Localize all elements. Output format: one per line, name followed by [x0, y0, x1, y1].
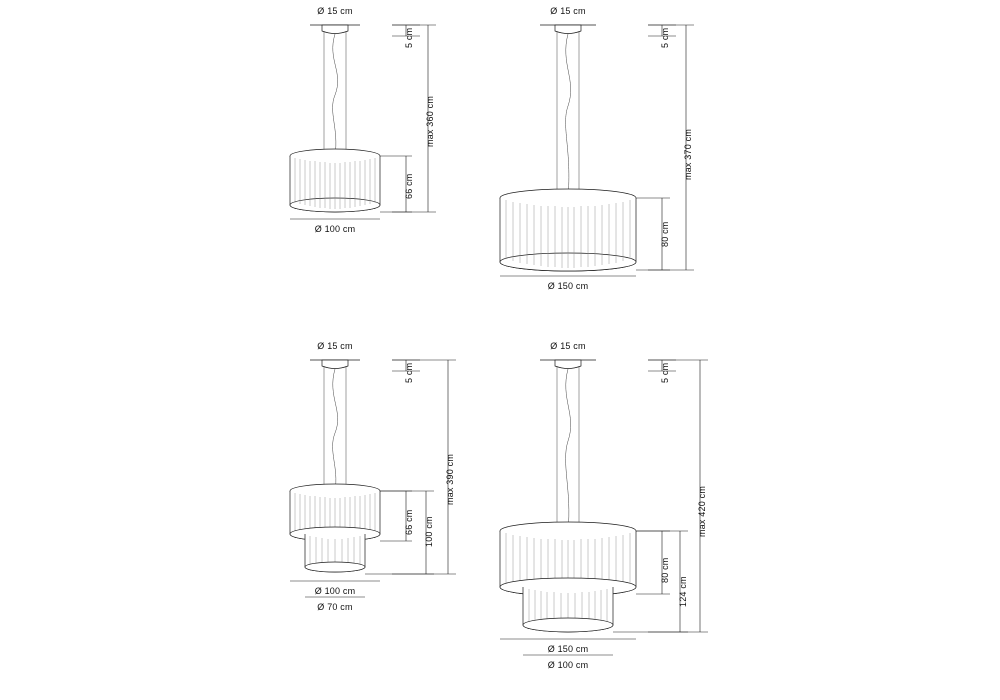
max-drop-label-2: max 370 cm — [683, 128, 693, 180]
shade-diameter-label-2: Ø 150 cm — [547, 281, 589, 291]
canopy-height-label-1: 5 cm — [404, 27, 414, 48]
pendant-drawing-4 — [480, 335, 750, 665]
max-drop-label-1: max 360 cm — [425, 95, 435, 147]
upper-shade-diameter-label-3: Ø 100 cm — [314, 586, 356, 596]
figure-pendant-100-single — [260, 0, 480, 300]
canopy-diameter-label-4: Ø 15 cm — [550, 341, 586, 351]
canopy-diameter-label-1: Ø 15 cm — [317, 6, 353, 16]
figure-pendant-150-100-tiered — [480, 335, 750, 690]
shade-diameter-label-1: Ø 100 cm — [314, 224, 356, 234]
canopy-height-label-2: 5 cm — [660, 27, 670, 48]
total-shade-height-label-4: 124 cm — [678, 576, 688, 607]
pendant-drawing-3 — [260, 335, 490, 635]
upper-shade-height-label-4: 80 cm — [660, 557, 670, 583]
canopy-diameter-label-2: Ø 15 cm — [550, 6, 586, 16]
max-drop-label-3: max 390 cm — [445, 453, 455, 505]
upper-shade-diameter-label-4: Ø 150 cm — [547, 644, 589, 654]
canopy-height-label-3: 5 cm — [404, 362, 414, 383]
canopy-height-label-4: 5 cm — [660, 362, 670, 383]
shade-height-label-2: 80 cm — [660, 221, 670, 247]
canopy-diameter-label-3: Ø 15 cm — [317, 341, 353, 351]
upper-shade-height-label-3: 66 cm — [404, 509, 414, 535]
pendant-drawing-1 — [260, 0, 480, 260]
total-shade-height-label-3: 100 cm — [424, 516, 434, 547]
figure-pendant-100-70-tiered — [260, 335, 490, 665]
figure-pendant-150-single — [480, 0, 740, 320]
pendant-drawing-2 — [480, 0, 740, 300]
lower-shade-diameter-label-3: Ø 70 cm — [317, 602, 353, 612]
max-drop-label-4: max 420 cm — [697, 485, 707, 537]
lower-shade-diameter-label-4: Ø 100 cm — [547, 660, 589, 670]
shade-height-label-1: 66 cm — [404, 173, 414, 199]
